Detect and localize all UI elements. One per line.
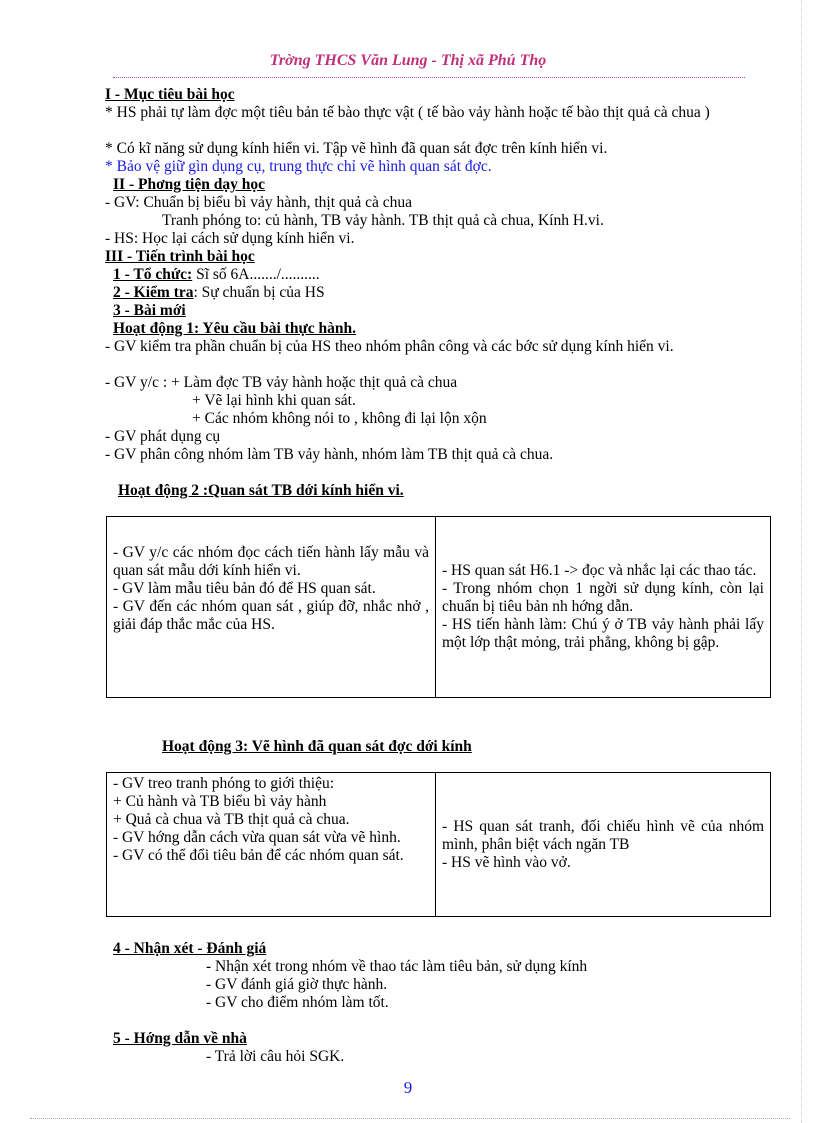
objective-item-3: * Bảo vệ giữ gìn dụng cụ, trung thực chỉ vẽ hình quan sát đợc. (105, 158, 492, 175)
activity-2-table (106, 516, 771, 698)
activity-1-title: Hoạt động 1: Yêu cầu bài thực hành. (113, 320, 356, 337)
section-5-title: 5 - Hớng dẫn về nhà (113, 1030, 247, 1047)
activity-3-teacher-3: + Quả cà chua và TB thịt quả cà chua. (113, 811, 350, 828)
activity-2-teacher-1: - GV y/c các nhóm đọc cách tiến hành lấy mẫu và quan sát mẫu dới kính hiển vi. (113, 544, 429, 579)
section-4-title: 4 - Nhận xét - Đánh giá (113, 940, 267, 957)
activity-3-teacher-2: + Củ hành và TB biểu bì vảy hành (113, 793, 327, 810)
section-1-title: I - Mục tiêu bài học (105, 86, 235, 103)
evaluation-item-3: - GV cho điểm nhóm làm tốt. (206, 994, 389, 1011)
student-materials: - HS: Học lại cách sử dụng kính hiển vi. (105, 230, 355, 247)
activity-3-title: Hoạt động 3: Vẽ hình đã quan sát đợc dới kính (162, 738, 472, 755)
activity-1-line-5: - GV phát dụng cụ (105, 428, 221, 445)
activity-3-teacher-cell (107, 773, 436, 917)
section-3-title: III - Tiến trình bài học (105, 248, 255, 265)
objective-item-2: * Có kĩ năng sử dụng kính hiển vi. Tập vẽ hình đã quan sát đợc trên kính hiển vi. (105, 140, 608, 157)
activity-2-row (107, 517, 771, 698)
activity-2-student-3: - HS tiến hành làm: Chú ý ở TB vảy hành phải lấy một lớp thật mỏng, trải phẳng, không bị gập. (442, 616, 764, 651)
section-2-title: II - Phơng tiện dạy học (113, 176, 265, 193)
evaluation-item-2: - GV đánh giá giờ thực hành. (206, 976, 388, 993)
activity-2-student-1: - HS quan sát H6.1 -> đọc và nhắc lại các thao tác. (442, 562, 757, 579)
activity-1-line-1: - GV kiểm tra phần chuẩn bị của HS theo nhóm phân công và các bớc sử dụng kính hiển vi. (105, 338, 674, 355)
step-2-label: 2 - Kiểm tra (113, 284, 194, 301)
step-1 (113, 266, 320, 284)
activity-1-line-3: + Vẽ lại hình khi quan sát. (192, 392, 356, 409)
homework-item-1: - Trả lời câu hỏi SGK. (206, 1048, 345, 1065)
step-2-text: : Sự chuẩn bị của HS (193, 284, 325, 301)
step-3-label: 3 - Bài mới (113, 302, 186, 319)
activity-2-teacher-3: - GV đến các nhóm quan sát , giúp đỡ, nhắc nhở , giải đáp thắc mắc của HS. (113, 598, 429, 633)
activity-3-row (107, 773, 771, 917)
activity-3-table (106, 772, 771, 917)
teacher-materials: - GV: Chuẩn bị biểu bì vảy hành, thịt quả cà chua (105, 194, 413, 211)
activity-2-student-cell (436, 517, 771, 698)
page-edge-rule (801, 0, 802, 1123)
activity-3-teacher-1: - GV treo tranh phóng to giới thiệu: (113, 775, 335, 792)
activity-3-student-cell (436, 773, 771, 917)
activity-3-teacher-4: - GV hớng dẫn cách vừa quan sát vừa vẽ hình. (113, 829, 401, 846)
activity-2-teacher-cell (107, 517, 436, 698)
step-2 (113, 284, 325, 302)
activity-2-student-2: - Trong nhóm chọn 1 ngời sử dụng kính, còn lại chuẩn bị tiêu bản nh hớng dẫn. (442, 580, 764, 615)
activity-2-title: Hoạt động 2 :Quan sát TB dới kính hiển vi. (118, 482, 404, 499)
activity-1-line-2: - GV y/c : + Làm đợc TB vảy hành hoặc thịt quả cà chua (105, 374, 458, 391)
objective-item-1: * HS phải tự làm đợc một tiêu bản tế bào thực vật ( tế bào vảy hành hoặc tế bào thịt quả cà chua ) (105, 104, 710, 121)
activity-3-teacher-5: - GV có thể đổi tiêu bản để các nhóm quan sát. (113, 847, 404, 864)
footer-divider (30, 1118, 790, 1119)
activity-3-student-2: - HS vẽ hình vào vở. (442, 853, 571, 871)
evaluation-item-1: - Nhận xét trong nhóm về thao tác làm tiêu bản, sử dụng kính (206, 958, 588, 975)
step-1-text: Sĩ số 6A......./.......... (192, 266, 320, 283)
teacher-materials-cont: Tranh phóng to: củ hành, TB vảy hành. TB thịt quả cà chua, Kính H.vi. (162, 212, 604, 229)
activity-1-line-4: + Các nhóm không nói to , không đi lại lộn xộn (192, 410, 487, 427)
step-1-label: 1 - Tổ chức: (113, 266, 193, 283)
header-divider (113, 77, 745, 78)
page-header: Trờng THCS Văn Lung - Thị xã Phú Thọ (269, 52, 547, 69)
page-number: 9 (403, 1078, 413, 1097)
activity-3-student-1: - HS quan sát tranh, đối chiếu hình vẽ của nhóm mình, phân biệt vách ngăn TB (442, 817, 764, 853)
activity-1-line-6: - GV phân công nhóm làm TB vảy hành, nhóm làm TB thịt quả cà chua. (105, 446, 554, 463)
activity-2-teacher-2: - GV làm mẫu tiêu bản đó để HS quan sát. (113, 580, 376, 597)
